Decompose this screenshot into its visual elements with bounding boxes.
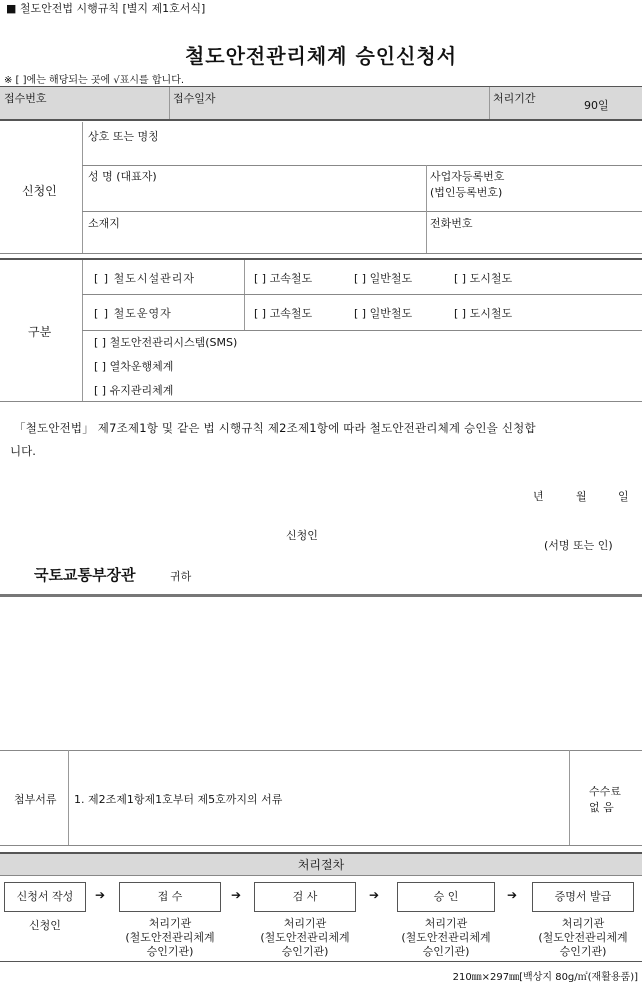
paper-spec-footer: 210㎜×297㎜[백상지 80g/㎡(재활용품)] [452, 972, 638, 983]
procedure-step-receipt: 접 수 [119, 882, 221, 912]
fee-label: 수수료 [589, 785, 621, 798]
applicant-signature-label: 신청인 [286, 529, 318, 542]
signature-field[interactable]: (서명 또는 인) [544, 539, 613, 552]
checkbox-urban-rail-2[interactable]: [ ] 도시철도 [454, 307, 513, 320]
corporate-reg-number-label: (법인등록번호) [430, 186, 503, 199]
category-section-label: 구분 [28, 325, 52, 339]
arrow-right-icon: ➔ [95, 888, 106, 902]
checkbox-operator[interactable]: [ ] 철도운영자 [94, 307, 172, 320]
receipt-number-label: 접수번호 [4, 92, 47, 105]
declaration-line-2: 니다. [10, 444, 36, 458]
procedure-step-certificate: 증명서 발급 [532, 882, 634, 912]
phone-field[interactable]: 전화번호 [430, 217, 473, 230]
arrow-right-icon: ➔ [507, 888, 518, 902]
business-reg-number-field[interactable]: 사업자등록번호 [430, 170, 505, 183]
procedure-step-inspection: 검 사 [254, 882, 356, 912]
applicant-section-label: 신청인 [22, 184, 57, 198]
checkbox-high-speed-rail-1[interactable]: [ ] 고속철도 [254, 272, 313, 285]
declaration-line-1: 「철도안전법」 제7조제1항 및 같은 법 시행규칙 제2조제1항에 따라 철도안전관리체계 승인을 신청합 [14, 421, 536, 435]
receipt-row [0, 87, 642, 119]
arrow-right-icon: ➔ [231, 888, 242, 902]
attachments-label: 첨부서류 [14, 793, 57, 806]
checkbox-general-rail-2[interactable]: [ ] 일반철도 [354, 307, 413, 320]
procedure-step-approval: 승 인 [397, 882, 495, 912]
checkbox-maintenance[interactable]: [ ] 유지관리체계 [94, 384, 174, 397]
date-year-label: 년 [533, 490, 544, 503]
address-field[interactable]: 소재지 [88, 217, 120, 230]
form-header-note: ■ 철도안전법 시행규칙 [별지 제1호서식] [6, 2, 206, 15]
page-title: 철도안전관리체계 승인신청서 [184, 44, 458, 68]
procedure-step-actor: 신청인 [29, 919, 61, 932]
representative-name-field[interactable]: 성 명 (대표자) [88, 170, 157, 183]
checkbox-train-operations[interactable]: [ ] 열차운행체계 [94, 360, 174, 373]
date-month-label: 월 [576, 490, 587, 503]
checkbox-high-speed-rail-2[interactable]: [ ] 고속철도 [254, 307, 313, 320]
procedure-title: 처리절차 [297, 858, 345, 872]
fee-value: 없 음 [589, 801, 614, 814]
checkbox-general-rail-1[interactable]: [ ] 일반철도 [354, 272, 413, 285]
check-note: ※ [ ]에는 해당되는 곳에 √표시를 합니다. [4, 75, 185, 86]
procedure-step-actor: 처리기관 (철도안전관리체계 승인기관) [538, 917, 628, 958]
recipient: 국토교통부장관 [34, 566, 136, 584]
receipt-date-label: 접수일자 [173, 92, 216, 105]
checkbox-facility-manager[interactable]: [ ] 철도시설관리자 [94, 272, 195, 285]
attachment-item-1: 1. 제2조제1항제1호부터 제5호까지의 서류 [74, 793, 283, 806]
checkbox-sms[interactable]: [ ] 철도안전관리시스템(SMS) [94, 336, 238, 349]
procedure-step-apply: 신청서 작성 [4, 882, 86, 912]
procedure-step-actor: 처리기관 (철도안전관리체계 승인기관) [260, 917, 350, 958]
processing-period-label: 처리기간 [493, 92, 536, 105]
processing-period-value: 90일 [584, 99, 609, 112]
date-day-label: 일 [618, 490, 629, 503]
checkbox-urban-rail-1[interactable]: [ ] 도시철도 [454, 272, 513, 285]
recipient-honorific: 귀하 [170, 570, 192, 583]
procedure-step-actor: 처리기관 (철도안전관리체계 승인기관) [125, 917, 215, 958]
company-name-field[interactable]: 상호 또는 명칭 [88, 130, 159, 143]
arrow-right-icon: ➔ [369, 888, 380, 902]
procedure-step-actor: 처리기관 (철도안전관리체계 승인기관) [401, 917, 491, 958]
